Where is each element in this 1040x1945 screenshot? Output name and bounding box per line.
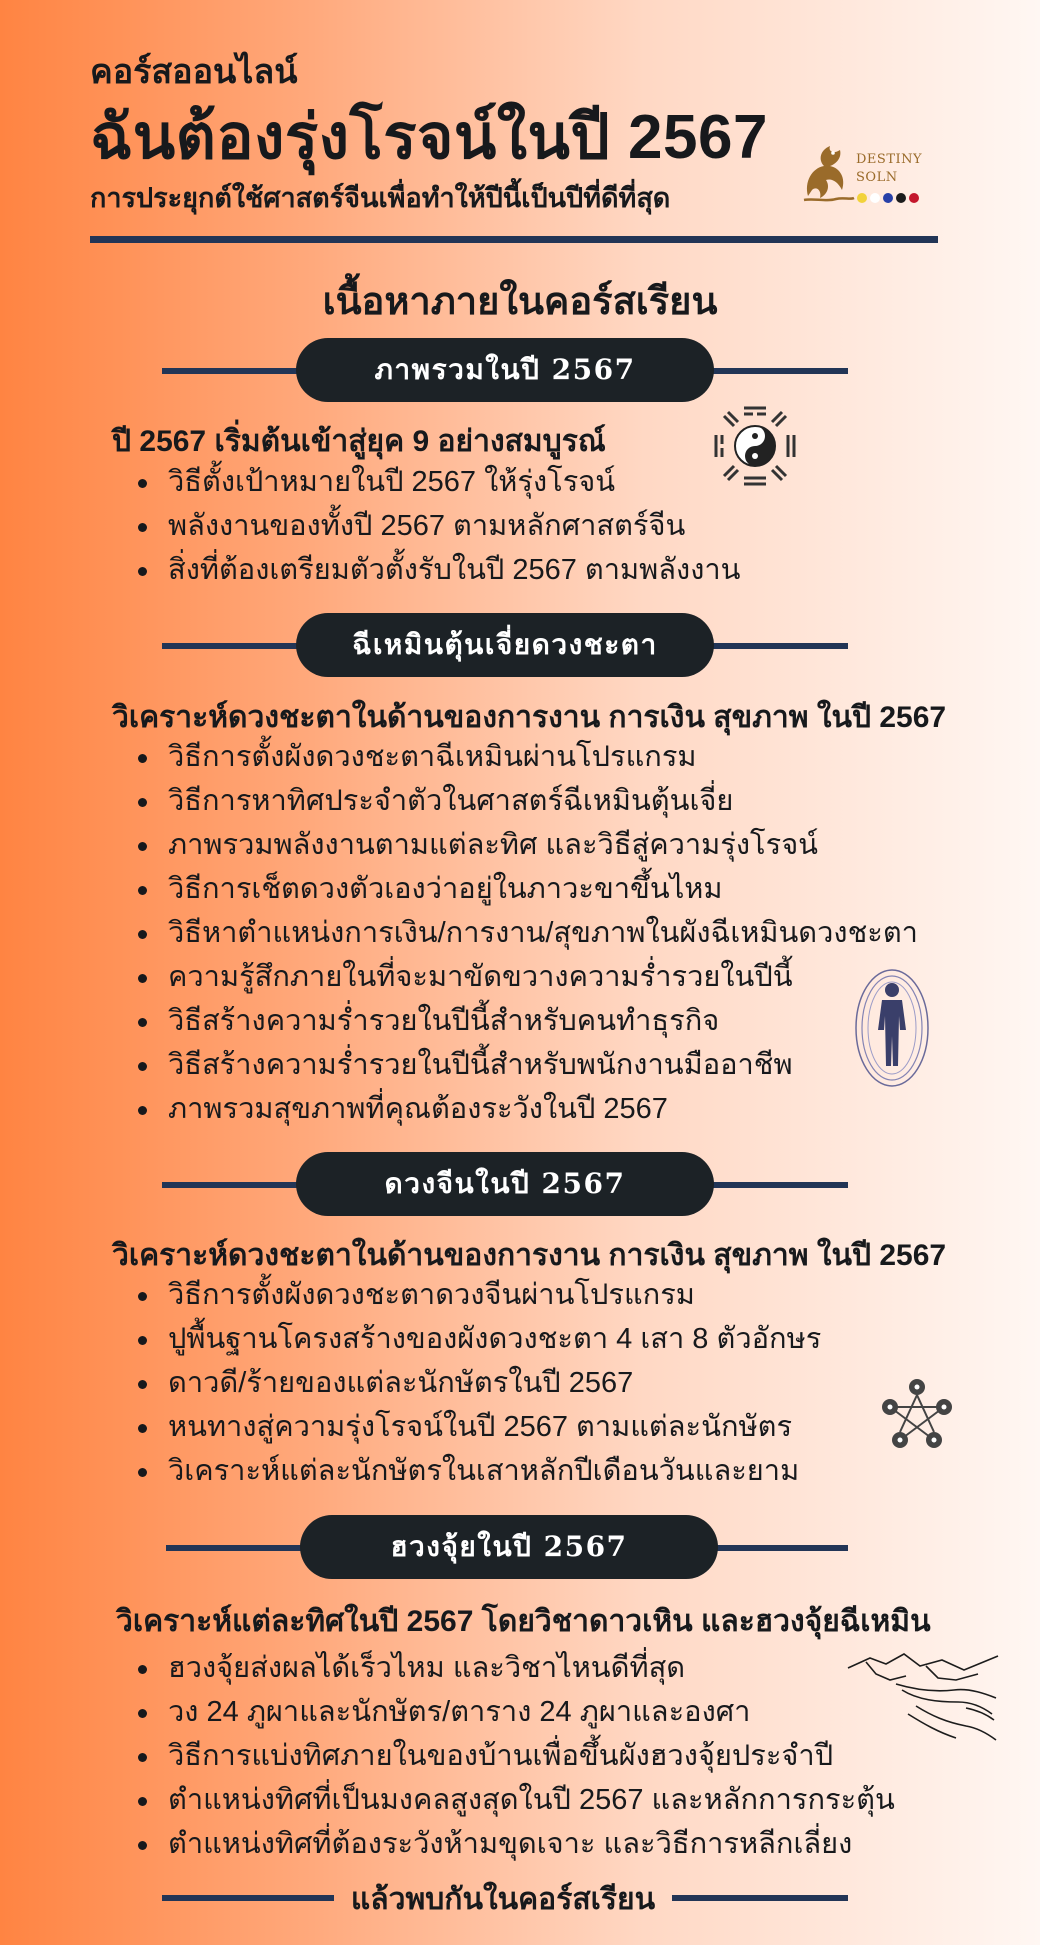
- section-list: [134, 1646, 895, 1866]
- outro-text: แล้วพบกันในคอร์สเรียน: [350, 1883, 656, 1916]
- list-item: วิธีตั้งเป้าหมายในปี 2567 ให้รุ่งโรจน์: [134, 460, 740, 504]
- list-item: วิธีหาตำแหน่งการเงิน/การงาน/สุขภาพในผังฉีเหมินดวงชะตา: [134, 911, 918, 955]
- section-lead: วิเคราะห์แต่ละทิศในปี 2567 โดยวิชาดาวเหิน และฮวงจุ้ยฉีเหมิน: [116, 1605, 931, 1638]
- brand-logo: [800, 138, 930, 208]
- list-item: วิธีสร้างความร่ำรวยในปีนี้สำหรับคนทำธุรกิจ: [134, 999, 918, 1043]
- section-lead: ปี 2567 เริ่มต้นเข้าสู่ยุค 9 อย่างสมบูรณ์: [112, 425, 606, 458]
- logo-wordmark-line2: SOLN: [856, 170, 898, 185]
- list-item: วิธีการเช็ตดวงตัวเองว่าอยู่ในภาวะขาขึ้นไหม: [134, 867, 918, 911]
- logo-color-dots: [810, 190, 930, 206]
- section-pill-chinese-astrology: ดวงจีนในปี 2567: [296, 1152, 714, 1216]
- list-item: ภาพรวมสุขภาพที่คุณต้องระวังในปี 2567: [134, 1087, 918, 1131]
- section-list: [134, 1273, 821, 1493]
- list-item: วิเคราะห์แต่ละนักษัตรในเสาหลักปีเดือนวันและยาม: [134, 1449, 821, 1493]
- outro-divider-right: [672, 1895, 848, 1901]
- page-subtitle: การประยุกต์ใช้ศาสตร์จีนเพื่อทำให้ปีนี้เป็นปีที่ดีที่สุด: [90, 183, 671, 213]
- list-item: หนทางสู่ความรุ่งโรจน์ในปี 2567 ตามแต่ละนักษัตร: [134, 1405, 821, 1449]
- list-item: พลังงานของทั้งปี 2567 ตามหลักศาสตร์จีน: [134, 504, 740, 548]
- human-aura-icon: [852, 968, 932, 1090]
- course-kicker: คอร์สออนไลน์: [90, 53, 298, 91]
- mountain-river-icon: [846, 1650, 1000, 1744]
- list-item: วง 24 ภูผาและนักษัตร/ตาราง 24 ภูผาและองศา: [134, 1690, 895, 1734]
- outro-divider-left: [162, 1895, 334, 1901]
- list-item: สิ่งที่ต้องเตรียมตัวตั้งรับในปี 2567 ตามพลังงาน: [134, 548, 740, 592]
- list-item: วิธีการตั้งผังดวงชะตาฉีเหมินผ่านโปรแกรม: [134, 735, 918, 779]
- list-item: ความรู้สึกภายในที่จะมาขัดขวางความร่ำรวยในปีนี้: [134, 955, 918, 999]
- list-item: ตำแหน่งทิศที่เป็นมงคลสูงสุดในปี 2567 และหลักการกระตุ้น: [134, 1778, 895, 1822]
- list-item: ภาพรวมพลังงานตามแต่ละทิศ และวิธีสู่ความรุ่งโรจน์: [134, 823, 918, 867]
- list-item: วิธีการหาทิศประจำตัวในศาสตร์ฉีเหมินตุ้นเจี่ย: [134, 779, 918, 823]
- section-pill-fengshui: ฮวงจุ้ยในปี 2567: [300, 1515, 718, 1579]
- section-list: [134, 460, 740, 592]
- section-pill-overview: ภาพรวมในปี 2567: [296, 338, 714, 402]
- list-item: วิธีการตั้งผังดวงชะตาดวงจีนผ่านโปรแกรม: [134, 1273, 821, 1317]
- logo-wordmark-line1: DESTINY: [856, 152, 923, 167]
- header-divider: [90, 236, 938, 243]
- section-pill-qimen: ฉีเหมินตุ้นเจี่ยดวงชะตา: [296, 613, 714, 677]
- list-item: ฮวงจุ้ยส่งผลได้เร็วไหม และวิชาไหนดีที่สุด: [134, 1646, 895, 1690]
- section-list: [134, 735, 918, 1131]
- section-lead: วิเคราะห์ดวงชะตาในด้านของการงาน การเงิน สุขภาพ ในปี 2567: [112, 701, 947, 734]
- list-item: ดาวดี/ร้ายของแต่ละนักษัตรในปี 2567: [134, 1361, 821, 1405]
- list-item: ปูพื้นฐานโครงสร้างของผังดวงชะตา 4 เสา 8 ตัวอักษร: [134, 1317, 821, 1361]
- page-title: ฉันต้องรุ่งโรจน์ในปี 2567: [90, 103, 768, 172]
- overview-heading: เนื้อหาภายในคอร์สเรียน: [322, 281, 718, 323]
- list-item: วิธีการแบ่งทิศภายในของบ้านเพื่อขึ้นผังฮวงจุ้ยประจำปี: [134, 1734, 895, 1778]
- yin-yang-bagua-icon: [710, 402, 800, 490]
- list-item: วิธีสร้างความร่ำรวยในปีนี้สำหรับพนักงานมืออาชีพ: [134, 1043, 918, 1087]
- list-item: ตำแหน่งทิศที่ต้องระวังห้ามขุดเจาะ และวิธีการหลีกเลี่ยง: [134, 1822, 895, 1866]
- section-lead: วิเคราะห์ดวงชะตาในด้านของการงาน การเงิน สุขภาพ ในปี 2567: [112, 1239, 947, 1272]
- five-elements-cycle-icon: [880, 1378, 954, 1452]
